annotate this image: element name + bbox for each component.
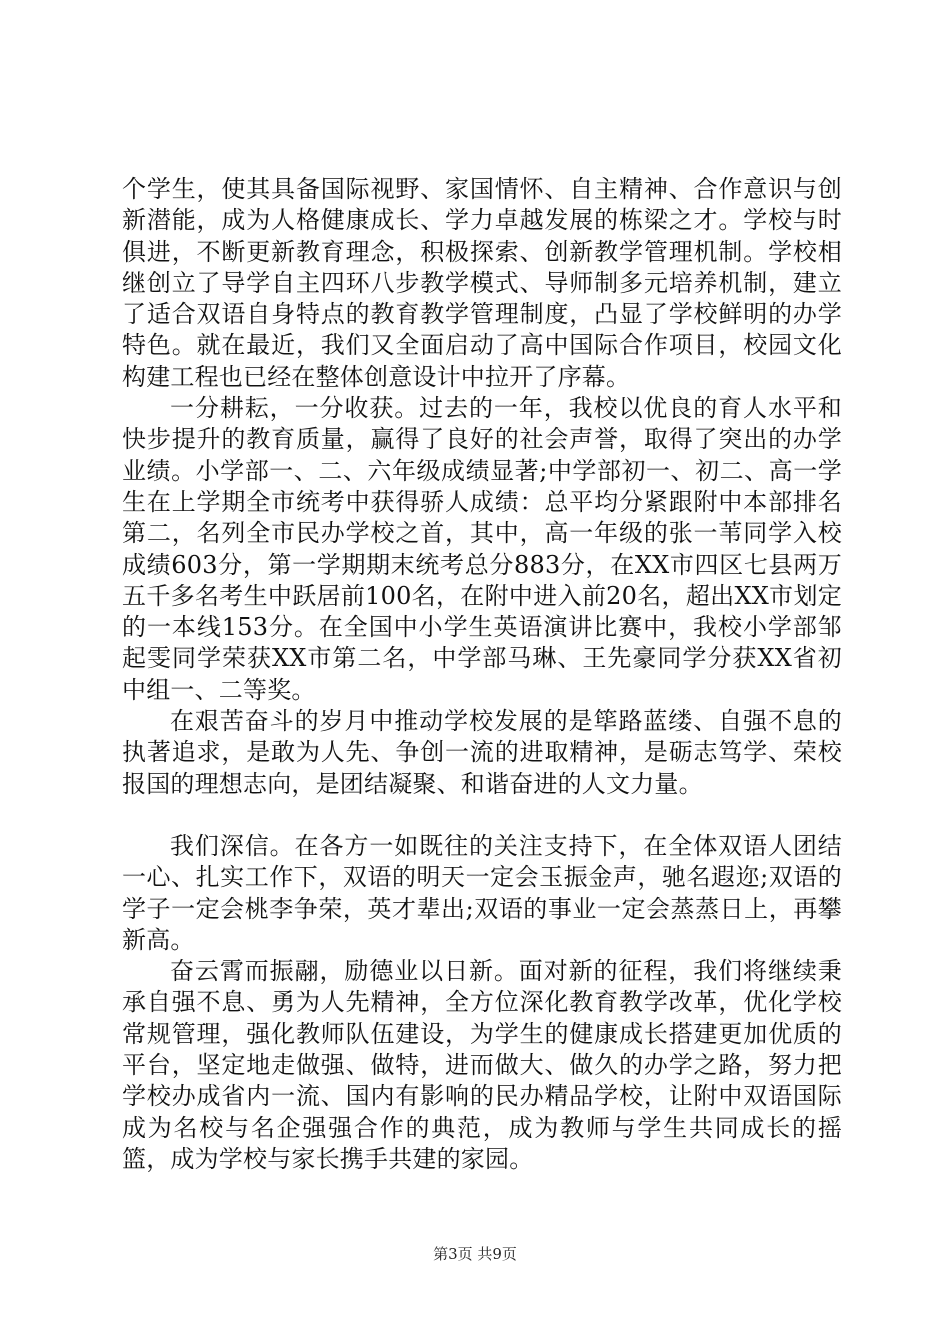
paragraph-belief: 我们深信。在各方一如既往的关注支持下，在全体双语人团结一心、扎实工作下，双语的明天一定会玉振金声，驰名遐迩;双语的学子一定会桃李争荣，英才辈出;双语的事业一定会蒸蒸日上，再攀新高。 (122, 831, 842, 954)
page-number-footer: 第3页 共9页 (433, 1245, 517, 1263)
document-body (122, 174, 842, 1175)
paragraph-spacer (122, 800, 842, 831)
paragraph-achievements: 一分耕耘，一分收获。过去的一年，我校以优良的育人水平和快步提升的教育质量，赢得了良好的社会声誉，取得了突出的办学业绩。小学部一、二、六年级成绩显著;中学部初一、初二、高一学生在上学期全市统考中获得骄人成绩：总平均分紧跟附中本部排名第二，名列全市民办学校之首，其中，高一年级的张一苇同学入校成绩603分，第一学期期末统考总分883分，在XX市四区七县两万五千多名考生中跃居前100名，在附中进入前20名，超出XX市划定的一本线153分。在全国中小学生英语演讲比赛中，我校小学部邹起雯同学荣获XX市第二名，中学部马琳、王先豪同学分获XX省初中组一、二等奖。 (122, 394, 842, 704)
paragraph-continued: 个学生，使其具备国际视野、家国情怀、自主精神、合作意识与创新潜能，成为人格健康成长、学力卓越发展的栋梁之才。学校与时俱进，不断更新教育理念，积极探索、创新教学管理机制。学校相继创立了导学自主四环八步教学模式、导师制多元培养机制，建立了适合双语自身特点的教育教学管理制度，凸显了学校鲜明的办学特色。就在最近，我们又全面启动了高中国际合作项目，校园文化构建工程也已经在整体创意设计中拉开了序幕。 (122, 175, 842, 391)
paragraph-future: 奋云霄而振翮，励德业以日新。面对新的征程，我们将继续秉承自强不息、勇为人先精神，全方位深化教育教学改革，优化学校常规管理，强化教师队伍建设，为学生的健康成长搭建更加优质的平台，坚定地走做强、做特，进而做大、做久的办学之路，努力把学校办成省内一流、国内有影响的民办精品学校，让附中双语国际成为名校与名企强强合作的典范，成为教师与学生共同成长的摇篮，成为学校与家长携手共建的家园。 (122, 957, 842, 1173)
paragraph-spirit: 在艰苦奋斗的岁月中推动学校发展的是筚路蓝缕、自强不息的执著追求，是敢为人先、争创一流的进取精神，是砺志笃学、荣校报国的理想志向，是团结凝聚、和谐奋进的人文力量。 (122, 707, 842, 798)
